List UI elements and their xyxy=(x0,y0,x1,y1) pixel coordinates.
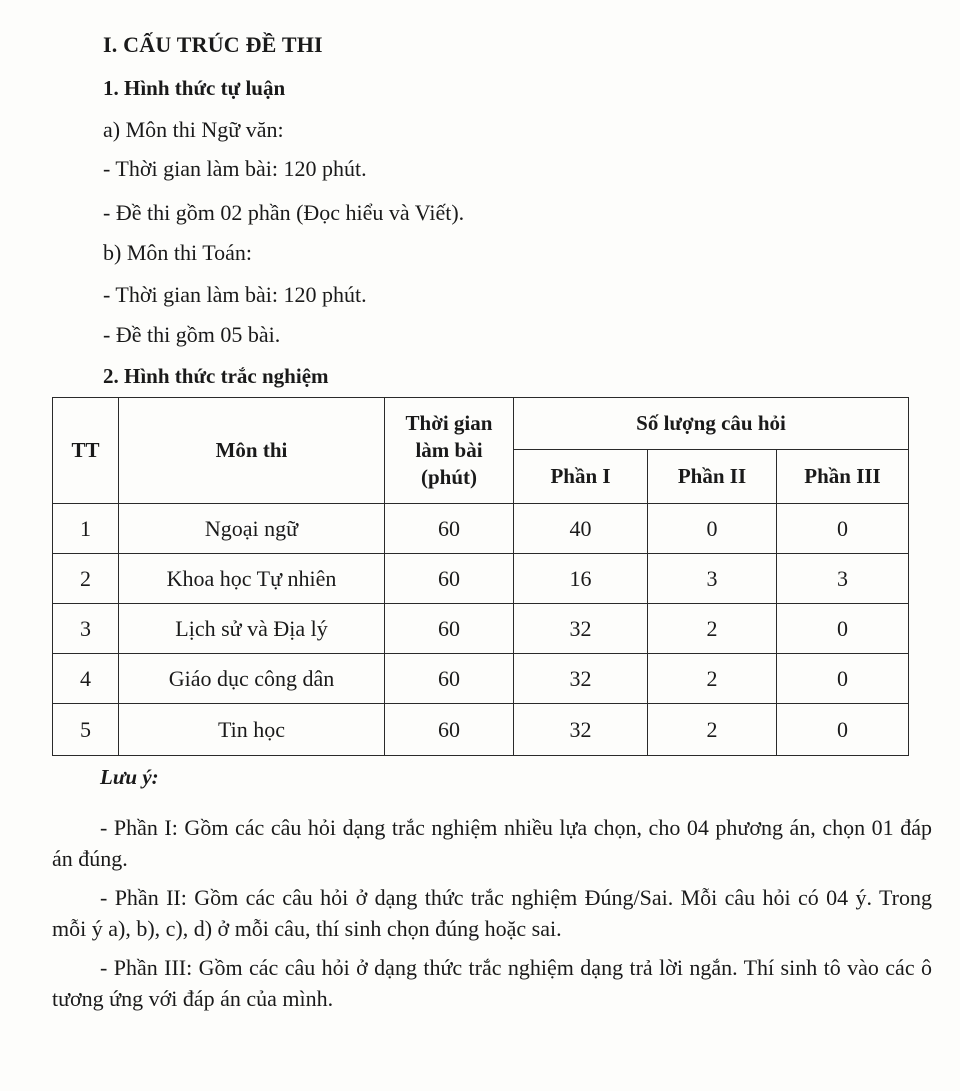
note-paragraph: - Phần I: Gồm các câu hỏi dạng trắc nghiệm nhiều lựa chọn, cho 04 phương án, chọn 01 đáp án đúng. xyxy=(52,815,932,871)
part1-item: b) Môn thi Toán: xyxy=(103,240,252,265)
header-part-i: Phần I xyxy=(514,450,648,504)
cell-time: 60 xyxy=(385,604,514,654)
cell-part-ii: 2 xyxy=(648,654,777,704)
header-time-line: làm bài xyxy=(415,438,483,462)
notes-title: Lưu ý: xyxy=(100,765,159,789)
cell-time: 60 xyxy=(385,504,514,554)
cell-part-ii: 2 xyxy=(648,604,777,654)
header-time-line: (phút) xyxy=(420,465,478,489)
cell-tt: 4 xyxy=(53,654,119,704)
table-row xyxy=(53,604,909,654)
section-title: I. CẤU TRÚC ĐỀ THI xyxy=(103,32,323,57)
cell-tt: 2 xyxy=(53,554,119,604)
part2-heading: 2. Hình thức trắc nghiệm xyxy=(103,364,329,388)
cell-time: 60 xyxy=(385,654,514,704)
part1-item: - Thời gian làm bài: 120 phút. xyxy=(103,156,367,181)
cell-subject: Lịch sử và Địa lý xyxy=(119,604,385,654)
part1-heading: 1. Hình thức tự luận xyxy=(103,76,286,100)
cell-part-iii: 0 xyxy=(777,504,909,554)
part1-item: - Đề thi gồm 02 phần (Đọc hiểu và Viết). xyxy=(103,200,465,225)
header-tt: TT xyxy=(53,398,119,504)
cell-part-i: 16 xyxy=(514,554,648,604)
note-paragraph: - Phần II: Gồm các câu hỏi ở dạng thức trắc nghiệm Đúng/Sai. Mỗi câu hỏi có 04 ý. Trong mỗi ý a), b), c), d) ở mỗi câu, thí sinh chọn đúng hoặc sai. xyxy=(52,885,932,941)
cell-time: 60 xyxy=(385,554,514,604)
exam-structure-table xyxy=(52,397,909,756)
cell-tt: 3 xyxy=(53,604,119,654)
cell-part-ii: 3 xyxy=(648,554,777,604)
table-row xyxy=(53,554,909,604)
cell-part-i: 40 xyxy=(514,504,648,554)
header-part-iii: Phần III xyxy=(777,450,909,504)
header-question-count: Số lượng câu hỏi xyxy=(514,398,909,450)
cell-part-ii: 0 xyxy=(648,504,777,554)
cell-subject: Khoa học Tự nhiên xyxy=(119,554,385,604)
cell-tt: 5 xyxy=(53,704,119,756)
header-time-line: Thời gian xyxy=(405,411,493,435)
table-row xyxy=(53,504,909,554)
part1-item: - Đề thi gồm 05 bài. xyxy=(103,322,281,347)
table-row xyxy=(53,704,909,756)
cell-subject: Giáo dục công dân xyxy=(119,654,385,704)
cell-tt: 1 xyxy=(53,504,119,554)
cell-subject: Ngoại ngữ xyxy=(119,504,385,554)
cell-part-iii: 0 xyxy=(777,604,909,654)
part1-item: - Thời gian làm bài: 120 phút. xyxy=(103,282,367,307)
cell-part-i: 32 xyxy=(514,604,648,654)
cell-part-ii: 2 xyxy=(648,704,777,756)
part1-item: a) Môn thi Ngữ văn: xyxy=(103,117,284,142)
header-part-ii: Phần II xyxy=(648,450,777,504)
cell-part-iii: 0 xyxy=(777,654,909,704)
cell-time: 60 xyxy=(385,704,514,756)
header-subject: Môn thi xyxy=(119,398,385,504)
cell-subject: Tin học xyxy=(119,704,385,756)
cell-part-iii: 0 xyxy=(777,704,909,756)
cell-part-iii: 3 xyxy=(777,554,909,604)
cell-part-i: 32 xyxy=(514,654,648,704)
header-time xyxy=(385,398,514,504)
table-row xyxy=(53,654,909,704)
cell-part-i: 32 xyxy=(514,704,648,756)
note-paragraph: - Phần III: Gồm các câu hỏi ở dạng thức trắc nghiệm dạng trả lời ngắn. Thí sinh tô vào các ô tương ứng với đáp án của mình. xyxy=(52,955,932,1011)
